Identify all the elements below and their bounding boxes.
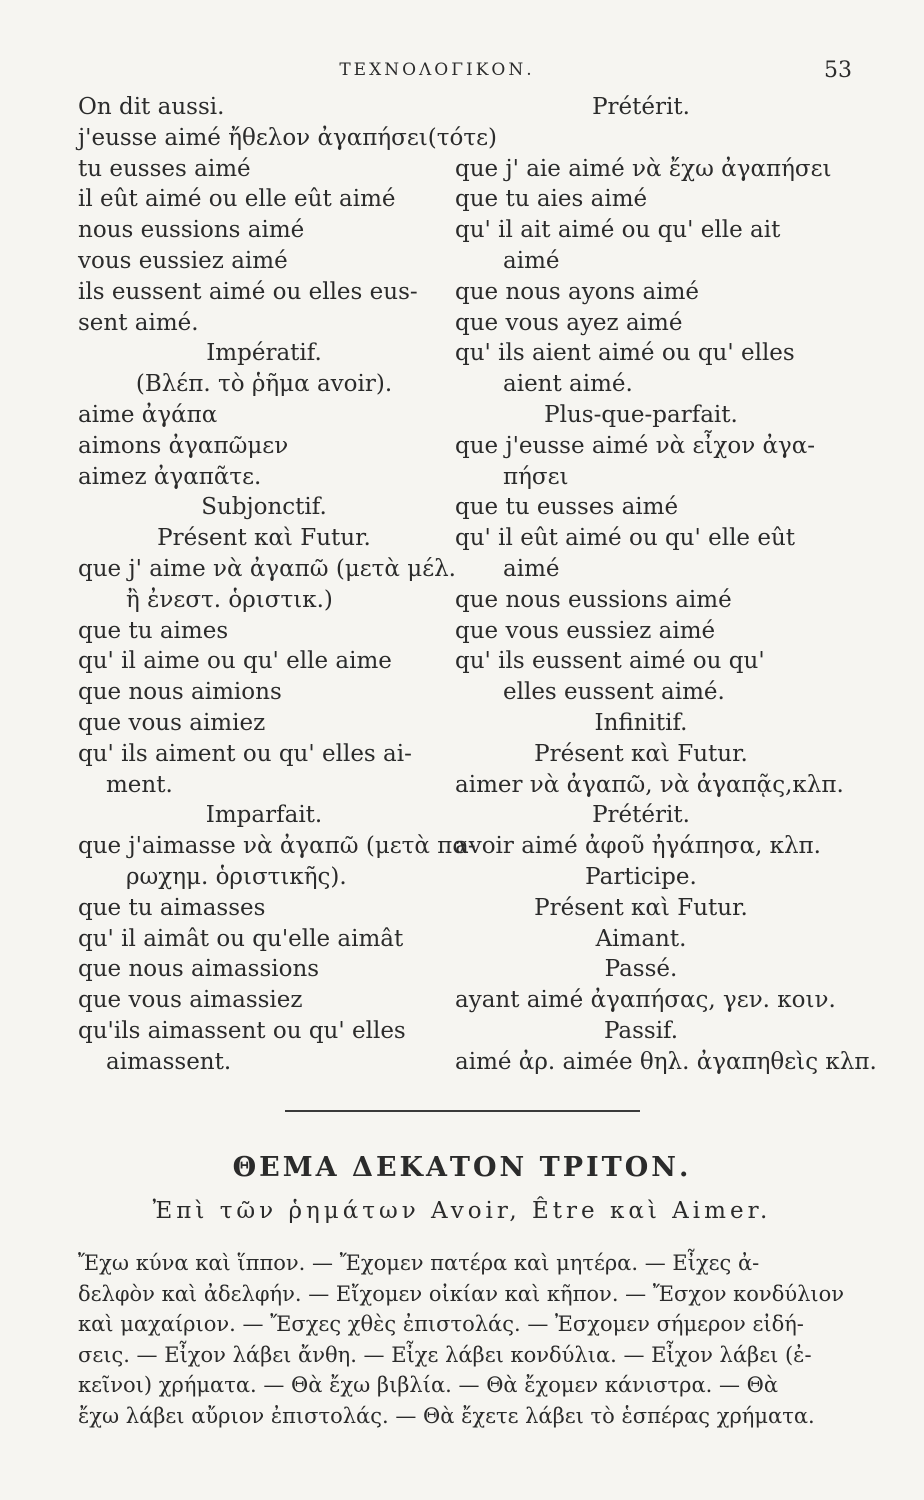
conjugation-line: qu' ils aiment ou qu' elles ai- <box>78 740 412 767</box>
exercise-line: σεις. — Εἶχον λάβει ἄνθη. — Εἶχε λάβει κονδύλια. — Εἶχον λάβει (ἐ- <box>78 1342 812 1367</box>
header-title: ΤΕΧΝΟΛΟΓΙΚΟΝ. <box>339 60 535 80</box>
running-header <box>60 52 852 92</box>
conjugation-line: elles eussent aimé. <box>503 679 725 706</box>
exercise-line: καὶ μαχαίριον. — Ἔσχες χθὲς ἐπιστολάς. — Ἐσχομεν σήμερον εἰδή- <box>78 1312 804 1336</box>
conjugation-line: ayant aimé ἀγαπήσας, γεν. κοιν. <box>455 987 836 1014</box>
conjugation-line: que vous eussiez aimé <box>455 617 716 644</box>
conjugation-line: ρωχημ. ὁριστικῆς). <box>126 863 347 890</box>
conjugation-line: que nous eussions aimé <box>455 586 732 613</box>
conjugation-line: qu'ils aimassent ou qu' elles <box>78 1017 406 1044</box>
lesson-title: ΘΕΜΑ ΔΕΚΑΤΟΝ ΤΡΙΤΟΝ. <box>232 1152 692 1183</box>
conjugation-line: que j' aie aimé νὰ ἔχω ἀγαπήσει <box>455 155 832 182</box>
section-divider <box>285 1110 640 1112</box>
conjugation-line: Prétérit. <box>592 94 690 120</box>
conjugation-line: aimassent. <box>106 1048 232 1075</box>
conjugation-line: Présent καὶ Futur. <box>534 894 748 921</box>
conjugation-line: tu eusses aimé <box>78 155 251 182</box>
conjugation-line: Imparfait. <box>205 802 323 829</box>
conjugation-line: aime ἀγάπα <box>78 401 218 428</box>
conjugation-line: qu' il ait aimé ou qu' elle ait <box>455 217 781 244</box>
conjugation-line: aimé <box>503 555 560 582</box>
exercise-line: ἔχω λάβει αὔριον ἐπιστολάς. — Θὰ ἔχετε λάβει τὸ ἑσπέρας χρήματα. <box>78 1403 815 1428</box>
right-column <box>455 92 877 1078</box>
conjugation-line: ment. <box>106 771 173 798</box>
conjugation-line: Subjonctif. <box>201 494 327 521</box>
conjugation-line: que tu aimes <box>78 617 229 644</box>
conjugation-line: qu' il aime ou qu' elle aime <box>78 648 392 675</box>
conjugation-line: que tu aimasses <box>78 894 266 921</box>
conjugation-line: πήσει <box>503 463 569 490</box>
conjugation-line: vous eussiez aimé <box>78 247 288 274</box>
exercise-line: κεῖνοι) χρήματα. — Θὰ ἔχω βιβλία. — Θὰ ἔχομεν κάνιστρα. — Θὰ <box>78 1373 779 1397</box>
conjugation-line: aient aimé. <box>503 371 633 398</box>
conjugation-line: que nous aimions <box>78 679 282 706</box>
conjugation-line: que vous ayez aimé <box>455 309 683 336</box>
conjugation-line: Passif. <box>603 1017 679 1044</box>
conjugation-line: avoir aimé ἀφοῦ ἠγάπησα, κλπ. <box>455 833 821 860</box>
conjugation-line: aimons ἀγαπῶμεν <box>78 432 289 459</box>
lesson-subtitle: Ἐπὶ τῶν ῥημάτων Avoir, Être καὶ Aimer. <box>152 1198 772 1224</box>
exercise-line: δελφὸν καὶ ἀδελφήν. — Εἴχομεν οἰκίαν καὶ κῆπον. — Ἔσχον κονδύλιον <box>78 1281 845 1306</box>
conjugation-line: Présent καὶ Futur. <box>157 525 371 552</box>
conjugation-line: Passé. <box>604 956 678 983</box>
conjugation-line: que vous aimiez <box>78 709 266 736</box>
conjugation-line: que tu aies aimé <box>455 186 648 213</box>
conjugation-line: j'eusse aimé ἤθελον ἀγαπήσει(τότε) <box>78 124 497 151</box>
conjugation-line: Prétérit. <box>592 802 690 829</box>
conjugation-line: que nous ayons aimé <box>455 278 700 305</box>
conjugation-line: que tu eusses aimé <box>455 494 679 521</box>
conjugation-line: qu' ils aient aimé ou qu' elles <box>455 340 795 367</box>
conjugation-line: Plus-que-parfait. <box>544 401 738 428</box>
page-number: 53 <box>824 58 852 83</box>
conjugation-line: aimé <box>503 247 560 274</box>
conjugation-line: aimez ἀγαπᾶτε. <box>78 463 262 490</box>
conjugation-line: ils eussent aimé ou elles eus- <box>78 278 418 305</box>
conjugation-line: Participe. <box>585 863 697 890</box>
conjugation-line: que j'aimasse νὰ ἀγαπῶ (μετὰ πα- <box>78 833 476 860</box>
conjugation-line <box>455 123 827 154</box>
conjugation-line: il eût aimé ou elle eût aimé <box>78 186 396 213</box>
conjugation-line: On dit aussi. <box>78 94 225 120</box>
left-column <box>78 92 497 1078</box>
conjugation-line: Infinitif. <box>594 709 688 736</box>
conjugation-line: que vous aimassiez <box>78 987 303 1014</box>
conjugation-line: que j' aime νὰ ἀγαπῶ (μετὰ μέλ. <box>78 555 456 582</box>
conjugation-line: Impératif. <box>206 340 322 367</box>
exercise-line: Ἔχω κύνα καὶ ἵππον. — Ἔχομεν πατέρα καὶ μητέρα. — Εἶχες ἀ- <box>78 1251 760 1275</box>
conjugation-line: qu' ils eussent aimé ou qu' <box>455 648 765 675</box>
conjugation-line: Présent καὶ Futur. <box>534 740 748 767</box>
conjugation-line: que nous aimassions <box>78 956 320 983</box>
conjugation-line: qu' il aimât ou qu'elle aimât <box>78 925 404 952</box>
conjugation-line: (Βλέπ. τὸ ῥῆμα avoir). <box>135 371 393 398</box>
conjugation-line: aimer νὰ ἀγαπῶ, νὰ ἀγαπᾷς,κλπ. <box>455 771 844 798</box>
conjugation-line: qu' il eût aimé ou qu' elle eût <box>455 525 796 552</box>
conjugation-line: ἢ ἐνεστ. ὁριστικ.) <box>126 586 333 613</box>
conjugation-line: sent aimé. <box>78 309 199 336</box>
conjugation-line: nous eussions aimé <box>78 217 305 244</box>
conjugation-line: que j'eusse aimé νὰ εἶχον ἀγα- <box>455 432 816 459</box>
exercise-text <box>78 1248 845 1431</box>
conjugation-line: Aimant. <box>595 925 687 952</box>
conjugation-line: aimé ἀρ. aimée θηλ. ἀγαπηθεὶς κλπ. <box>455 1048 877 1075</box>
